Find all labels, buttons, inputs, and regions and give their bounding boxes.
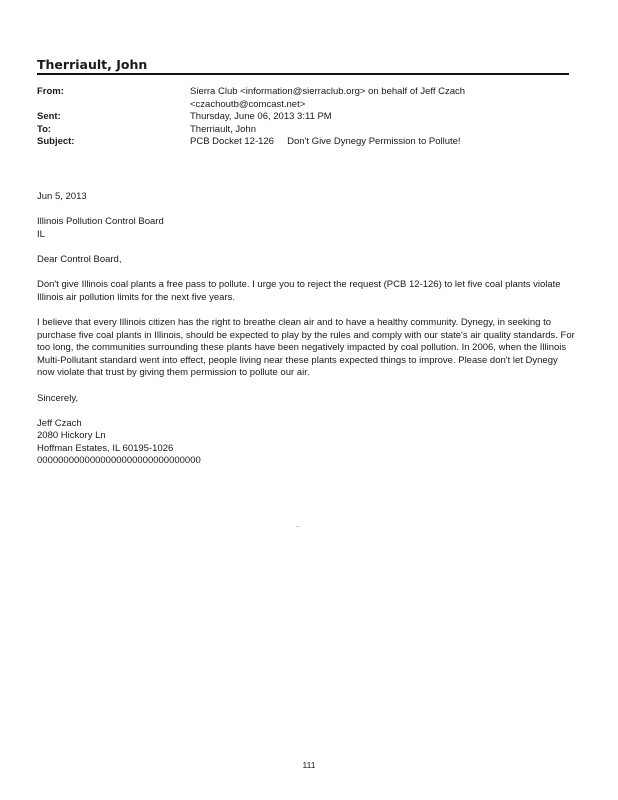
from-value bbox=[190, 86, 577, 111]
signer-street: 2080 Hickory Ln bbox=[37, 430, 106, 442]
signer-name: Jeff Czach bbox=[37, 417, 82, 429]
signer-code: 0000000000000000000000000000000 bbox=[37, 455, 201, 467]
mid-page-mark: .. bbox=[296, 522, 300, 529]
to-value: Therriault, John bbox=[190, 123, 257, 135]
subject-row bbox=[37, 136, 577, 149]
from-value-line-2: <czachoutb@comcast.net> bbox=[190, 98, 306, 110]
letter-date: Jun 5, 2013 bbox=[37, 191, 87, 202]
page-number: 111 bbox=[302, 760, 316, 770]
body-paragraph-1: Don't give Illinois coal plants a free pass to pollute. I urge you to reject the request (PCB 12-126) to let five coal plants violate Illinois air pollution limits for the next five years. bbox=[37, 279, 561, 303]
from-value-line-1: Sierra Club <information@sierraclub.org> on behalf of Jeff Czach bbox=[190, 86, 466, 97]
signer-city: Hoffman Estates, IL 60195-1026 bbox=[37, 442, 174, 454]
email-header bbox=[37, 86, 577, 149]
sent-row bbox=[37, 111, 577, 124]
recipient-line-2: IL bbox=[37, 228, 45, 240]
recipient-line-1: Illinois Pollution Control Board bbox=[37, 216, 164, 228]
salutation: Dear Control Board, bbox=[37, 253, 122, 265]
to-row bbox=[37, 124, 577, 137]
from-row bbox=[37, 86, 577, 111]
from-label: From: bbox=[37, 86, 64, 97]
subject-label: Subject: bbox=[37, 136, 75, 148]
sender-name-heading: Therriault, John bbox=[37, 57, 148, 72]
header-divider bbox=[37, 73, 569, 75]
closing: Sincerely, bbox=[37, 392, 79, 404]
to-label: To: bbox=[37, 123, 52, 135]
sent-value: Thursday, June 06, 2013 3:11 PM bbox=[190, 111, 332, 123]
subject-value: PCB Docket 12-126 Don't Give Dynegy Permission to Pollute! bbox=[190, 136, 461, 148]
email-body bbox=[37, 191, 577, 468]
sent-label: Sent: bbox=[37, 111, 61, 123]
body-paragraph-2: I believe that every Illinois citizen has the right to breathe clean air and to have a healthy community. Dynegy, in seeking to purchase five coal plants in Illinois, should be expected to play by the rules and comply with our state's air quality standards. For too long, the communities surrounding these plants have been negatively impacted by coal pollution. In 2006, when the Illinois Multi-Pollutant standard went into effect, people living near these plants expected things to improve. Please don't let Dynegy now violate that trust by giving them permission to pollute our air. bbox=[37, 316, 575, 379]
